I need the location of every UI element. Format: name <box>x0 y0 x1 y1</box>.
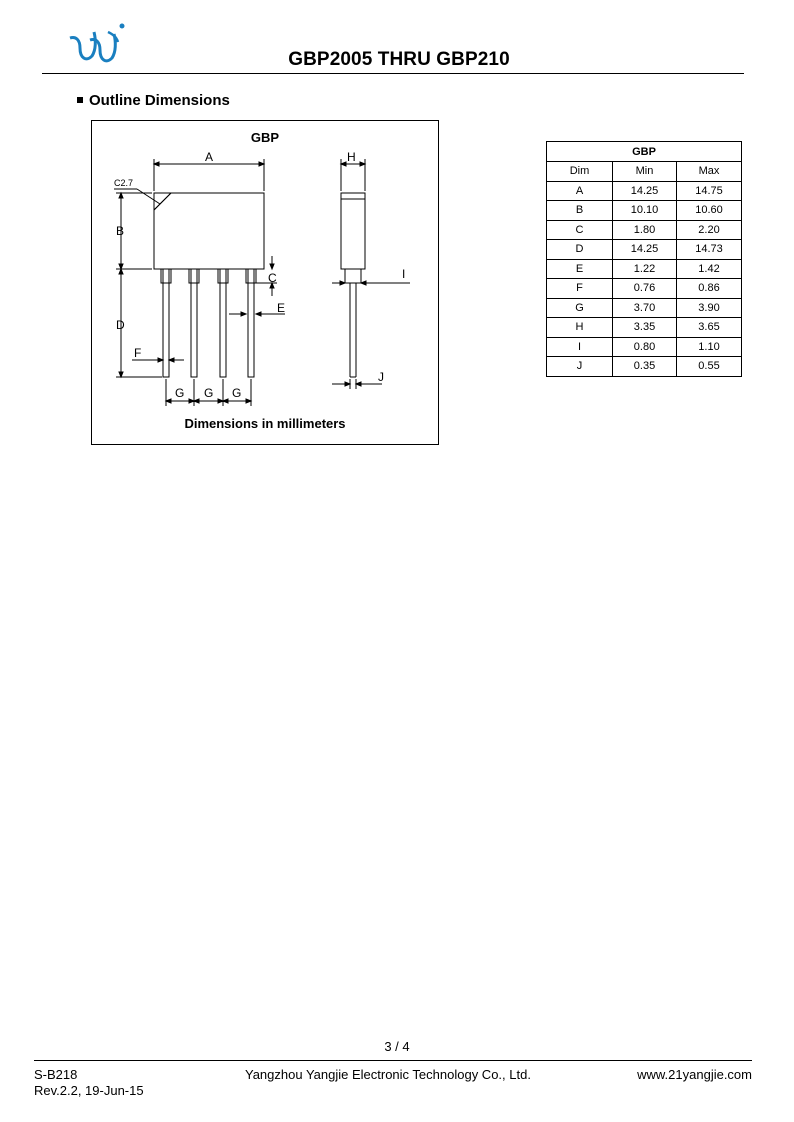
dim-label-f: F <box>134 346 142 360</box>
drawing-caption: Dimensions in millimeters <box>184 416 346 431</box>
table-cell: 14.73 <box>677 240 742 260</box>
table-cell: D <box>547 240 613 260</box>
square-bullet-icon <box>77 97 83 103</box>
header-divider <box>42 73 744 74</box>
dim-label-e: E <box>277 301 286 315</box>
table-cell: C <box>547 220 613 240</box>
footer-left <box>34 1067 144 1099</box>
dim-label-i: I <box>402 267 406 281</box>
document-title: GBP2005 THRU GBP210 <box>288 49 510 70</box>
drawing-package-label: GBP <box>250 130 280 145</box>
table-cell: 10.60 <box>677 201 742 221</box>
table-row <box>547 220 742 240</box>
dim-label-g3: G <box>232 386 242 400</box>
table-header-row <box>547 162 742 182</box>
table-cell: 3.70 <box>613 298 677 318</box>
table-cell: B <box>547 201 613 221</box>
table-cell: 0.80 <box>613 337 677 357</box>
table-row <box>547 181 742 201</box>
company-name: Yangzhou Yangjie Electronic Technology Co., Ltd. <box>245 1067 531 1082</box>
table-cell: I <box>547 337 613 357</box>
table-cell: A <box>547 181 613 201</box>
table-cell: J <box>547 357 613 377</box>
table-row <box>547 337 742 357</box>
table-cell: 1.10 <box>677 337 742 357</box>
table-cell: 10.10 <box>613 201 677 221</box>
table-cell: F <box>547 279 613 299</box>
table-cell: G <box>547 298 613 318</box>
document-id: S-B218 <box>34 1067 78 1082</box>
section-heading-text: Outline Dimensions <box>89 92 230 109</box>
table-cell: 0.76 <box>613 279 677 299</box>
dimension-table <box>546 141 742 377</box>
dim-label-chamfer: C2.7 <box>114 178 134 188</box>
table-cell: 0.55 <box>677 357 742 377</box>
table-row <box>547 318 742 338</box>
table-cell: 14.75 <box>677 181 742 201</box>
table-cell: 1.42 <box>677 259 742 279</box>
table-cell: 14.25 <box>613 181 677 201</box>
table-row <box>547 201 742 221</box>
dim-label-j: J <box>378 370 384 384</box>
table-cell: 14.25 <box>613 240 677 260</box>
table-row <box>547 279 742 299</box>
column-header-dim: Dim <box>547 162 613 182</box>
dim-label-a: A <box>205 150 214 164</box>
table-cell: 2.20 <box>677 220 742 240</box>
column-header-max: Max <box>677 162 742 182</box>
dim-label-h: H <box>347 150 356 164</box>
footer-divider <box>34 1060 752 1061</box>
dim-label-g1: G <box>175 386 185 400</box>
dim-label-b: B <box>116 224 125 238</box>
table-package-header: GBP <box>547 142 742 162</box>
table-row <box>547 357 742 377</box>
dim-label-d: D <box>116 318 125 332</box>
table-row <box>547 240 742 260</box>
table-cell: 1.22 <box>613 259 677 279</box>
table-cell: 0.86 <box>677 279 742 299</box>
package-outline-svg <box>92 121 438 444</box>
revision-info: Rev.2.2, 19-Jun-15 <box>34 1083 144 1098</box>
section-heading <box>77 92 230 109</box>
dim-label-g2: G <box>204 386 214 400</box>
dim-label-c: C <box>268 271 277 285</box>
table-cell: 3.90 <box>677 298 742 318</box>
table-cell: E <box>547 259 613 279</box>
outline-drawing <box>91 120 439 445</box>
page-number: 3 / 4 <box>384 1039 410 1054</box>
table-cell: 0.35 <box>613 357 677 377</box>
table-row <box>547 298 742 318</box>
column-header-min: Min <box>613 162 677 182</box>
table-cell: 3.35 <box>613 318 677 338</box>
table-cell: 1.80 <box>613 220 677 240</box>
table-package-row <box>547 142 742 162</box>
table-row <box>547 259 742 279</box>
table-cell: H <box>547 318 613 338</box>
table-cell: 3.65 <box>677 318 742 338</box>
website-link[interactable]: www.21yangjie.com <box>637 1067 752 1082</box>
